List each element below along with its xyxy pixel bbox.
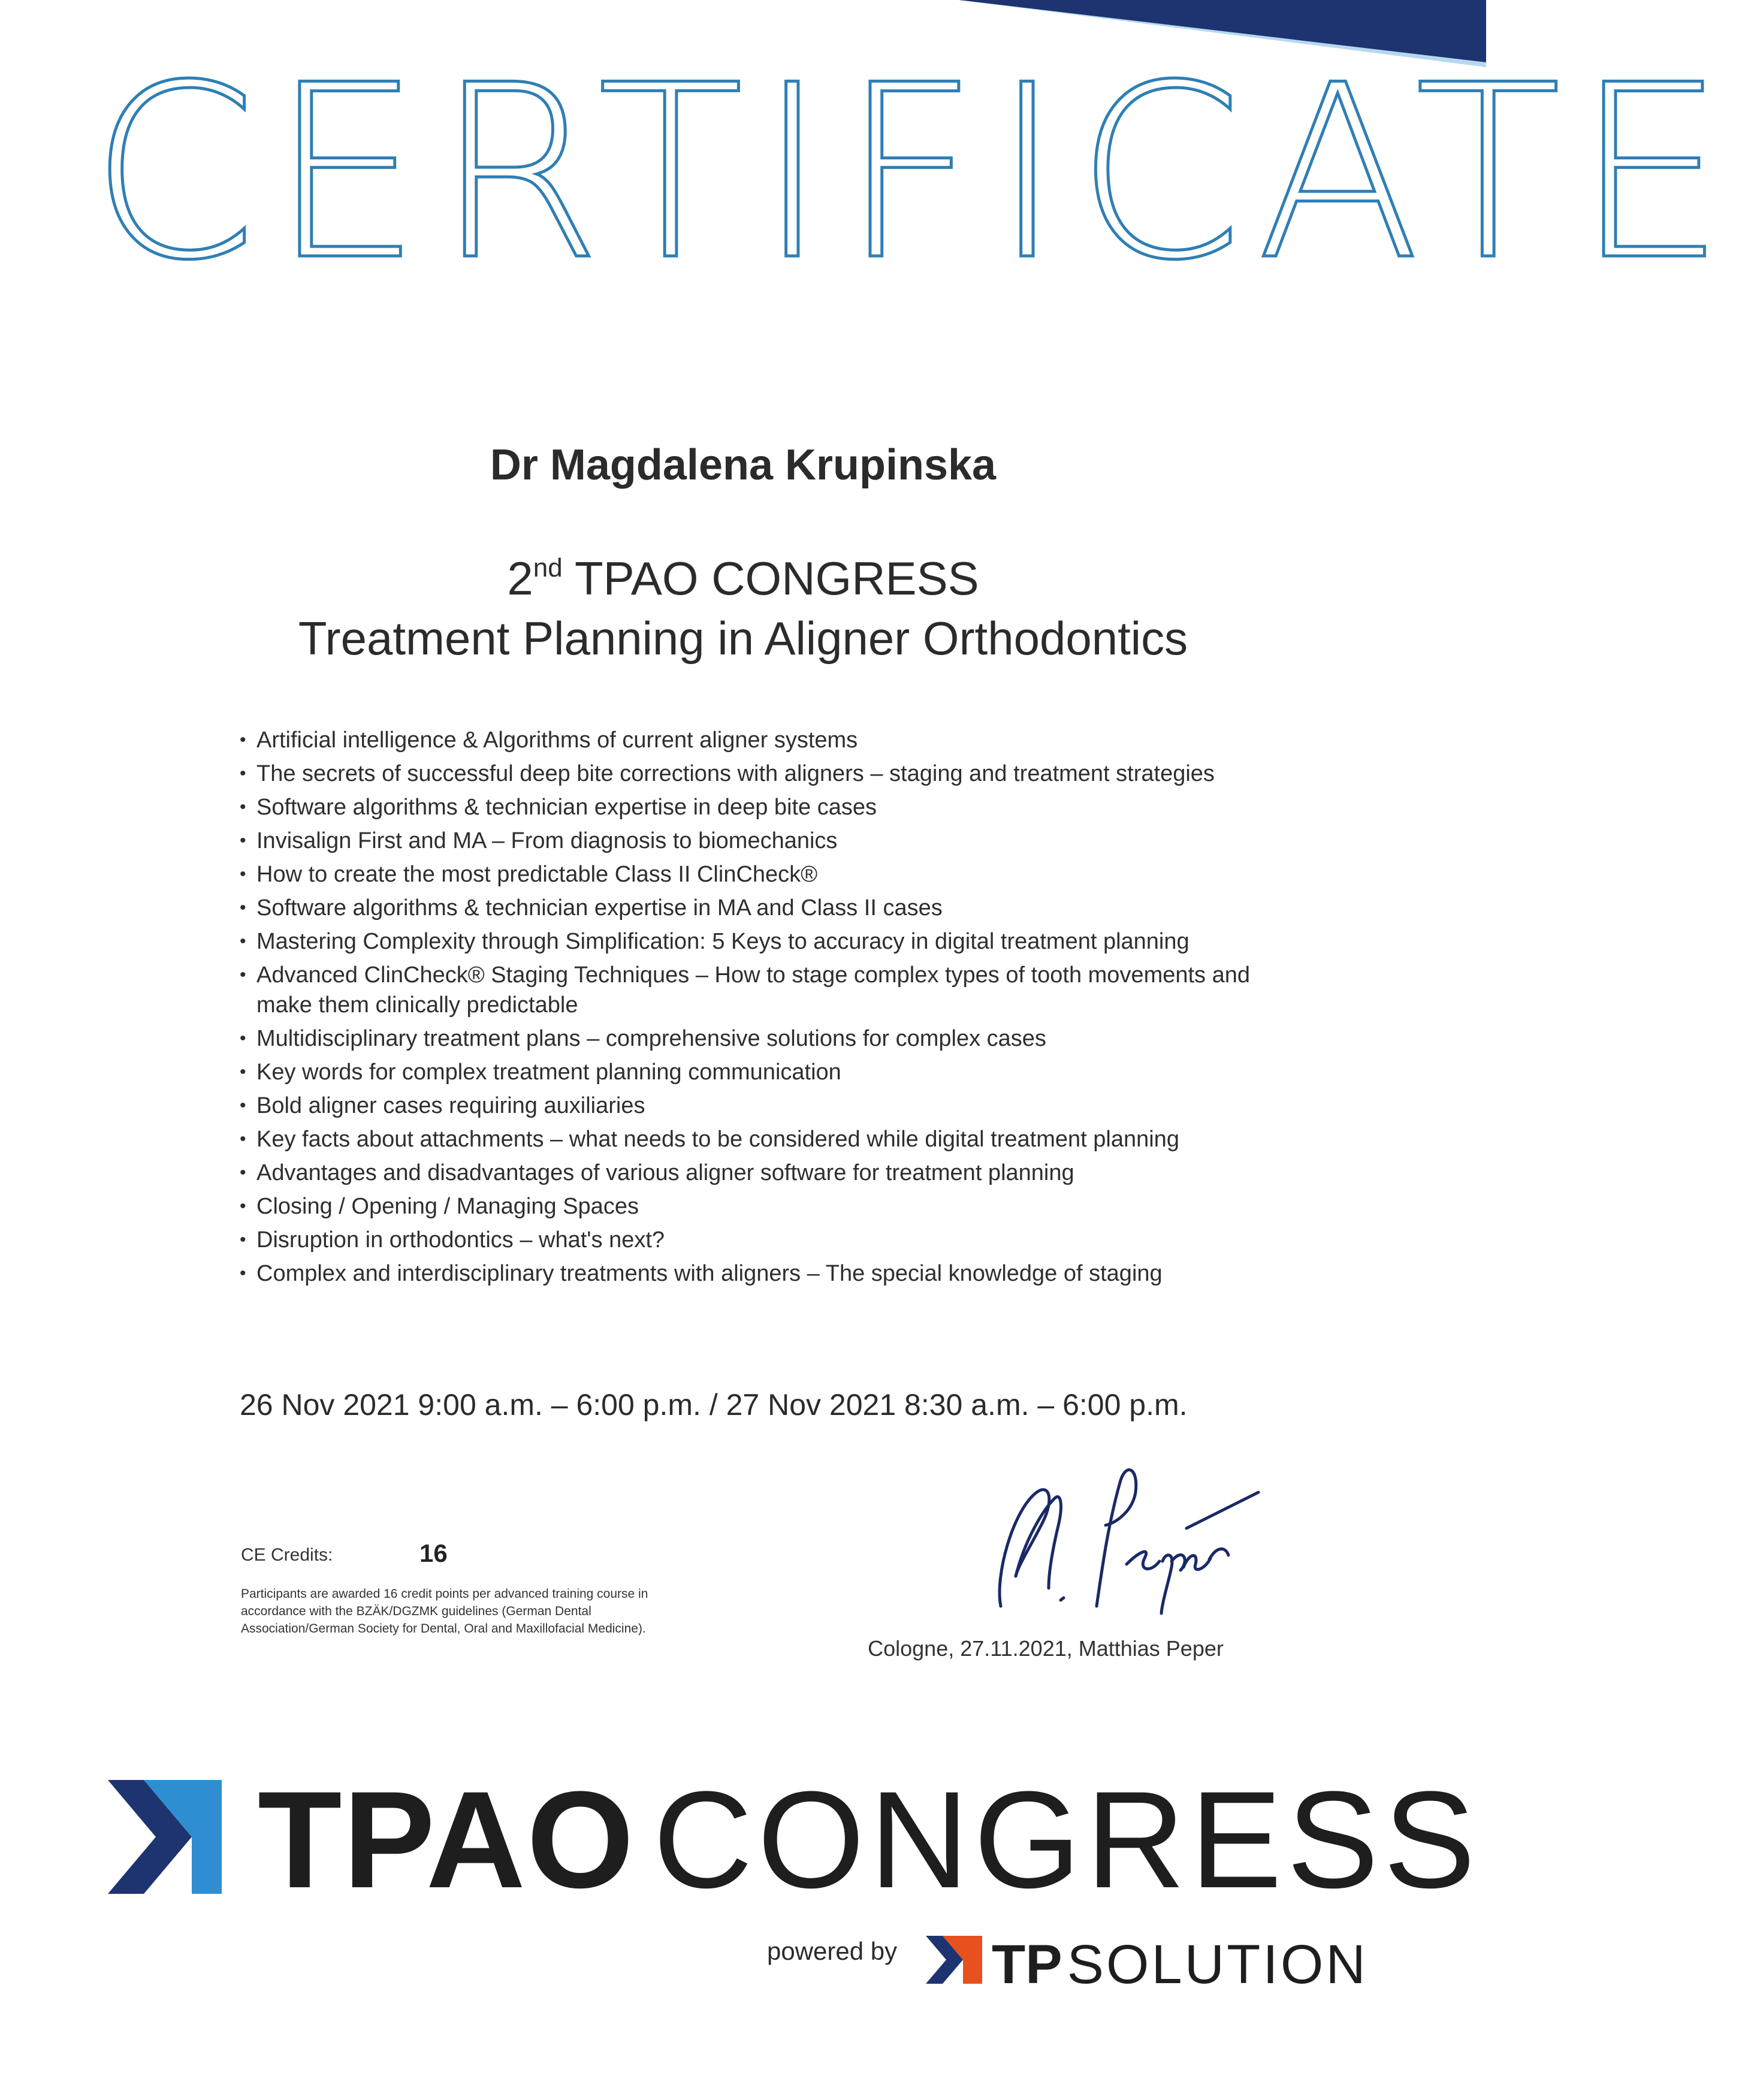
tpao-congress-wordmark <box>258 1763 1481 1917</box>
topics-list <box>240 725 1258 1292</box>
recipient-name: Dr Magdalena Krupinska <box>490 441 997 489</box>
tpao-logo-icon <box>108 1780 228 1894</box>
brand-bold-text: TPAO <box>258 1763 635 1917</box>
tp-solution-wordmark <box>992 1935 1368 1995</box>
topic-item: • The secrets of successful deep bite corrections with aligners – staging and treatment strategies <box>240 759 1258 789</box>
ce-credits-label: CE Credits: <box>241 1545 333 1565</box>
topic-item: • Complex and interdisciplinary treatments with aligners – The special knowledge of staging <box>240 1259 1258 1289</box>
handwritten-signature <box>959 1456 1258 1618</box>
signature-caption: Cologne, 27.11.2021, Matthias Peper <box>868 1636 1224 1661</box>
event-dates: 26 Nov 2021 9:00 a.m. – 6:00 p.m. / 27 Nov 2021 8:30 a.m. – 6:00 p.m. <box>240 1388 1188 1422</box>
topic-item: • Advantages and disadvantages of various aligner software for treatment planning <box>240 1158 1258 1188</box>
congress-ordinal-number: 2 <box>507 552 533 605</box>
topic-item: • Bold aligner cases requiring auxiliaries <box>240 1091 1258 1121</box>
powered-by-label: powered by <box>767 1937 898 1965</box>
topic-item: • Key words for complex treatment planning communication <box>240 1057 1258 1087</box>
topic-item: • How to create the most predictable Class II ClinCheck® <box>240 859 1258 889</box>
congress-subtitle: Treatment Planning in Aligner Orthodontics <box>298 612 1188 665</box>
ce-credits-note: Participants are awarded 16 credit points per advanced training course in accordance with the BZÄK/DGZMK guidelines (German Dental Association/German Society for Dental, Oral and Maxillofacial Medicine). <box>241 1587 648 1636</box>
certificate-title: CERTIFICATE <box>90 34 1739 313</box>
ce-credits-value: 16 <box>419 1539 448 1567</box>
topic-item: • Artificial intelligence & Algorithms of current aligner systems <box>240 725 1258 755</box>
congress-ordinal-suffix: nd <box>533 553 563 583</box>
topic-item: • Closing / Opening / Managing Spaces <box>240 1191 1258 1221</box>
topic-item: • Multidisciplinary treatment plans – comprehensive solutions for complex cases <box>240 1024 1258 1054</box>
topic-item: • Disruption in orthodontics – what's next? <box>240 1225 1258 1255</box>
tp-solution-logo-icon <box>926 1936 986 1984</box>
tp-light-text: SOLUTION <box>1067 1934 1368 1995</box>
topic-item: • Advanced ClinCheck® Staging Techniques – How to stage complex types of tooth movements and make them clinically predictable <box>240 960 1258 1020</box>
topic-item: • Mastering Complexity through Simplification: 5 Keys to accuracy in digital treatment planning <box>240 927 1258 957</box>
brand-light-text: CONGRESS <box>653 1763 1481 1917</box>
topic-item: • Software algorithms & technician expertise in MA and Class II cases <box>240 893 1258 923</box>
topic-item: • Invisalign First and MA – From diagnosis to biomechanics <box>240 826 1258 856</box>
topic-item: • Software algorithms & technician expertise in deep bite cases <box>240 792 1258 822</box>
congress-edition-line <box>0 551 1486 605</box>
topic-item: • Key facts about attachments – what needs to be considered while digital treatment planning <box>240 1124 1258 1154</box>
tp-bold-text: TP <box>992 1934 1062 1995</box>
congress-name: TPAO CONGRESS <box>574 552 979 605</box>
